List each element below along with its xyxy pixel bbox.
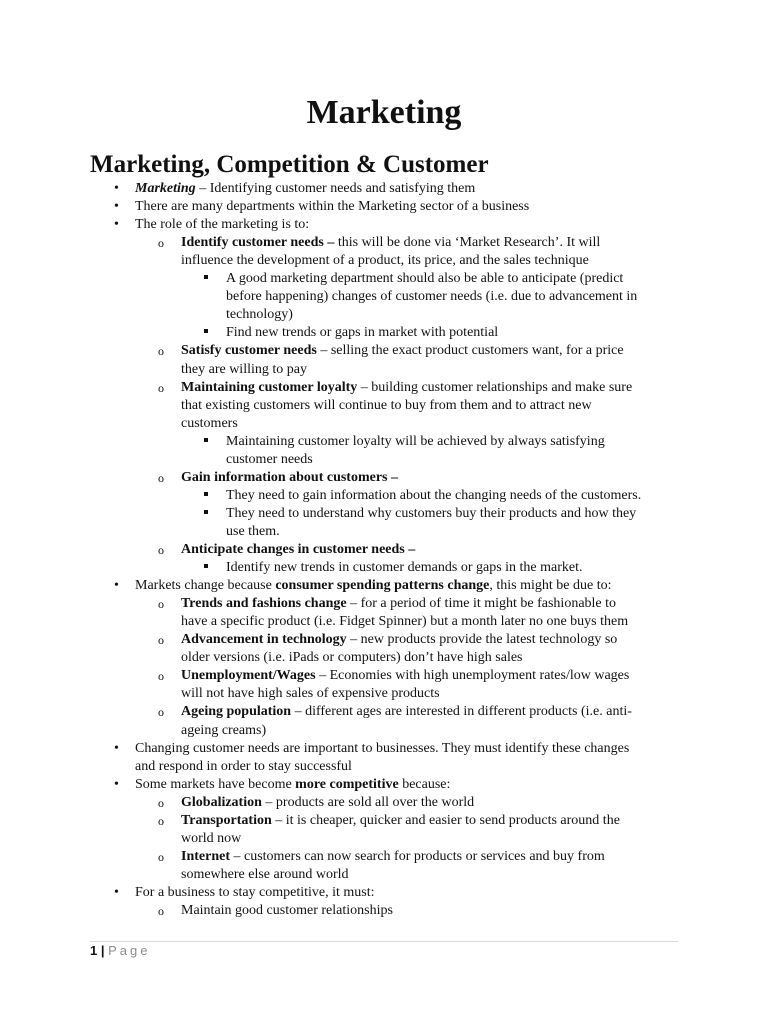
text-run: Maintain good customer relationships (181, 903, 393, 918)
text-run: – for a period of time it might be fashionable to (346, 596, 617, 612)
text-run: Globalization (181, 794, 262, 810)
text-run: There are many departments within the Marketing sector of a business (135, 199, 530, 215)
text-run: Find new trends or gaps in market with potential (226, 325, 499, 341)
text-line (226, 306, 293, 324)
text-line (181, 812, 620, 830)
text-run: Satisfy customer needs (181, 343, 317, 359)
text-run: influence the development of a product, its price, and the sales technique (181, 253, 589, 269)
page-footer (90, 943, 151, 959)
text-line (181, 252, 589, 270)
text-run: Identify new trends in customer demands or gaps in the market. (226, 560, 583, 576)
text-run: Maintaining customer loyalty will be achieved by always satisfying (226, 433, 605, 449)
bullet-marker (114, 577, 119, 595)
text-run: that existing customers will continue to buy from them and to attract new (181, 397, 592, 413)
text-line (135, 216, 309, 234)
text-line (181, 379, 632, 397)
text-line (181, 469, 398, 487)
bullet-marker (114, 776, 119, 794)
text-run: Advancement in technology (181, 632, 347, 648)
bullet-marker (158, 541, 164, 560)
text-line (226, 324, 498, 342)
text-run: They need to gain information about the changing needs of the customers. (226, 487, 642, 503)
text-line (181, 595, 616, 613)
bullet-marker (114, 740, 119, 758)
text-run: this will be done via ‘Market Research’. It will (334, 235, 601, 251)
bullet-marker (158, 902, 164, 921)
text-run: before happening) changes of customer needs (i.e. due to advancement in (226, 289, 638, 305)
text-run: For a business to stay competitive, it must: (135, 884, 375, 900)
bullet-marker (204, 487, 208, 505)
text-line (181, 794, 474, 812)
text-run: somewhere else around world (181, 866, 349, 882)
text-line (181, 613, 628, 631)
page-title: Marketing (306, 94, 462, 131)
text-line (226, 433, 605, 451)
text-line (181, 722, 266, 740)
bullet-marker (204, 270, 208, 288)
text-line (181, 631, 617, 649)
text-run: have a specific product (i.e. Fidget Spinner) but a month later no one buys them (181, 614, 629, 630)
text-run: will not have high sales of expensive products (181, 686, 440, 702)
bullet-marker (158, 703, 164, 722)
text-line (181, 342, 624, 360)
text-line (181, 685, 440, 703)
text-line (226, 523, 280, 541)
bullet-marker (158, 667, 164, 686)
footer-separator: | (100, 943, 105, 958)
bullet-marker (114, 884, 119, 902)
text-run: Trends and fashions change (181, 596, 347, 612)
text-run: , this might be due to: (489, 578, 612, 594)
bullet-marker (204, 505, 208, 523)
text-run: Some markets have become (135, 776, 296, 792)
text-run: – Identifying customer needs and satisfying them (195, 181, 476, 196)
bullet-marker (204, 324, 208, 342)
text-run: customer needs (226, 451, 313, 467)
text-run: – building customer relationships and make sure (357, 379, 633, 395)
bullet-marker (114, 180, 119, 198)
bullet-marker (158, 234, 164, 253)
text-run: technology) (226, 307, 293, 323)
text-line (181, 361, 307, 379)
bullet-marker (158, 469, 164, 488)
text-line (181, 541, 415, 559)
text-run: more competitive (295, 776, 399, 792)
bullet-marker (114, 216, 119, 234)
text-run: world now (181, 830, 242, 846)
text-line (226, 505, 636, 523)
text-run: Maintaining customer loyalty (181, 379, 358, 395)
text-line (181, 848, 605, 866)
text-line (226, 559, 583, 577)
text-line (135, 198, 529, 216)
bullet-marker (114, 198, 119, 216)
text-run: Marketing (135, 181, 196, 196)
text-line (135, 740, 629, 758)
text-line (135, 776, 450, 794)
text-run: A good marketing department should also be able to anticipate (predict (226, 271, 624, 287)
text-run: – Economies with high unemployment rates/low wages (315, 668, 630, 684)
bullet-marker (158, 595, 164, 614)
bullet-marker (204, 559, 208, 577)
text-run: because: (398, 776, 451, 792)
text-line (135, 758, 352, 776)
text-line (226, 487, 641, 505)
bullet-marker (158, 848, 164, 867)
text-run: Ageing population (181, 704, 292, 720)
text-line (135, 884, 375, 902)
text-line (181, 649, 523, 667)
text-run: ageing creams) (181, 722, 267, 738)
text-line (181, 830, 241, 848)
text-run: The role of the marketing is to: (135, 217, 310, 233)
text-line (181, 397, 592, 415)
text-run: – it is cheaper, quicker and easier to send products around the (271, 812, 620, 828)
text-line (226, 288, 637, 306)
text-run: they are willing to pay (181, 361, 307, 377)
text-run: customers (181, 415, 238, 431)
text-run: consumer spending patterns change (275, 578, 490, 594)
bullet-marker (158, 794, 164, 813)
page-number: 1 (90, 943, 98, 958)
bullet-marker (158, 342, 164, 361)
text-run: use them. (226, 523, 280, 539)
text-run: – products are sold all over the world (261, 794, 475, 810)
text-run: – new products provide the latest technology so (346, 632, 618, 648)
text-run: Transportation (181, 812, 272, 828)
text-line (181, 234, 600, 252)
section-heading: Marketing, Competition & Customer (90, 151, 489, 178)
bullet-marker (204, 433, 208, 451)
text-run: Markets change because (135, 578, 276, 594)
text-line (181, 703, 632, 721)
text-run: Changing customer needs are important to businesses. They must identify these changes (135, 740, 630, 756)
bullet-marker (158, 812, 164, 831)
text-line (181, 667, 629, 685)
text-run: Unemployment/Wages (181, 668, 316, 684)
text-line (181, 866, 349, 884)
text-run: Gain information about customers – (181, 469, 398, 485)
text-line (135, 180, 475, 198)
text-run: – selling the exact product customers want, for a price (316, 343, 624, 359)
text-line (135, 577, 611, 595)
page-label: Page (108, 943, 151, 958)
text-line (226, 270, 623, 288)
text-run: Identify customer needs – (181, 235, 335, 251)
text-run: Internet (181, 848, 230, 864)
text-line (181, 415, 238, 433)
bullet-marker (158, 379, 164, 398)
bullet-marker (158, 631, 164, 650)
text-run: – customers can now search for products or services and buy from (230, 848, 605, 864)
text-line (226, 451, 313, 469)
footer-divider (90, 941, 678, 942)
text-run: – different ages are interested in different products (i.e. anti- (291, 704, 632, 720)
text-run: older versions (i.e. iPads or computers) don’t have high sales (181, 650, 523, 666)
text-run: They need to understand why customers buy their products and how they (226, 505, 637, 521)
text-line (181, 902, 393, 920)
text-run: and respond in order to stay successful (135, 758, 352, 774)
text-run: Anticipate changes in customer needs – (181, 542, 416, 557)
